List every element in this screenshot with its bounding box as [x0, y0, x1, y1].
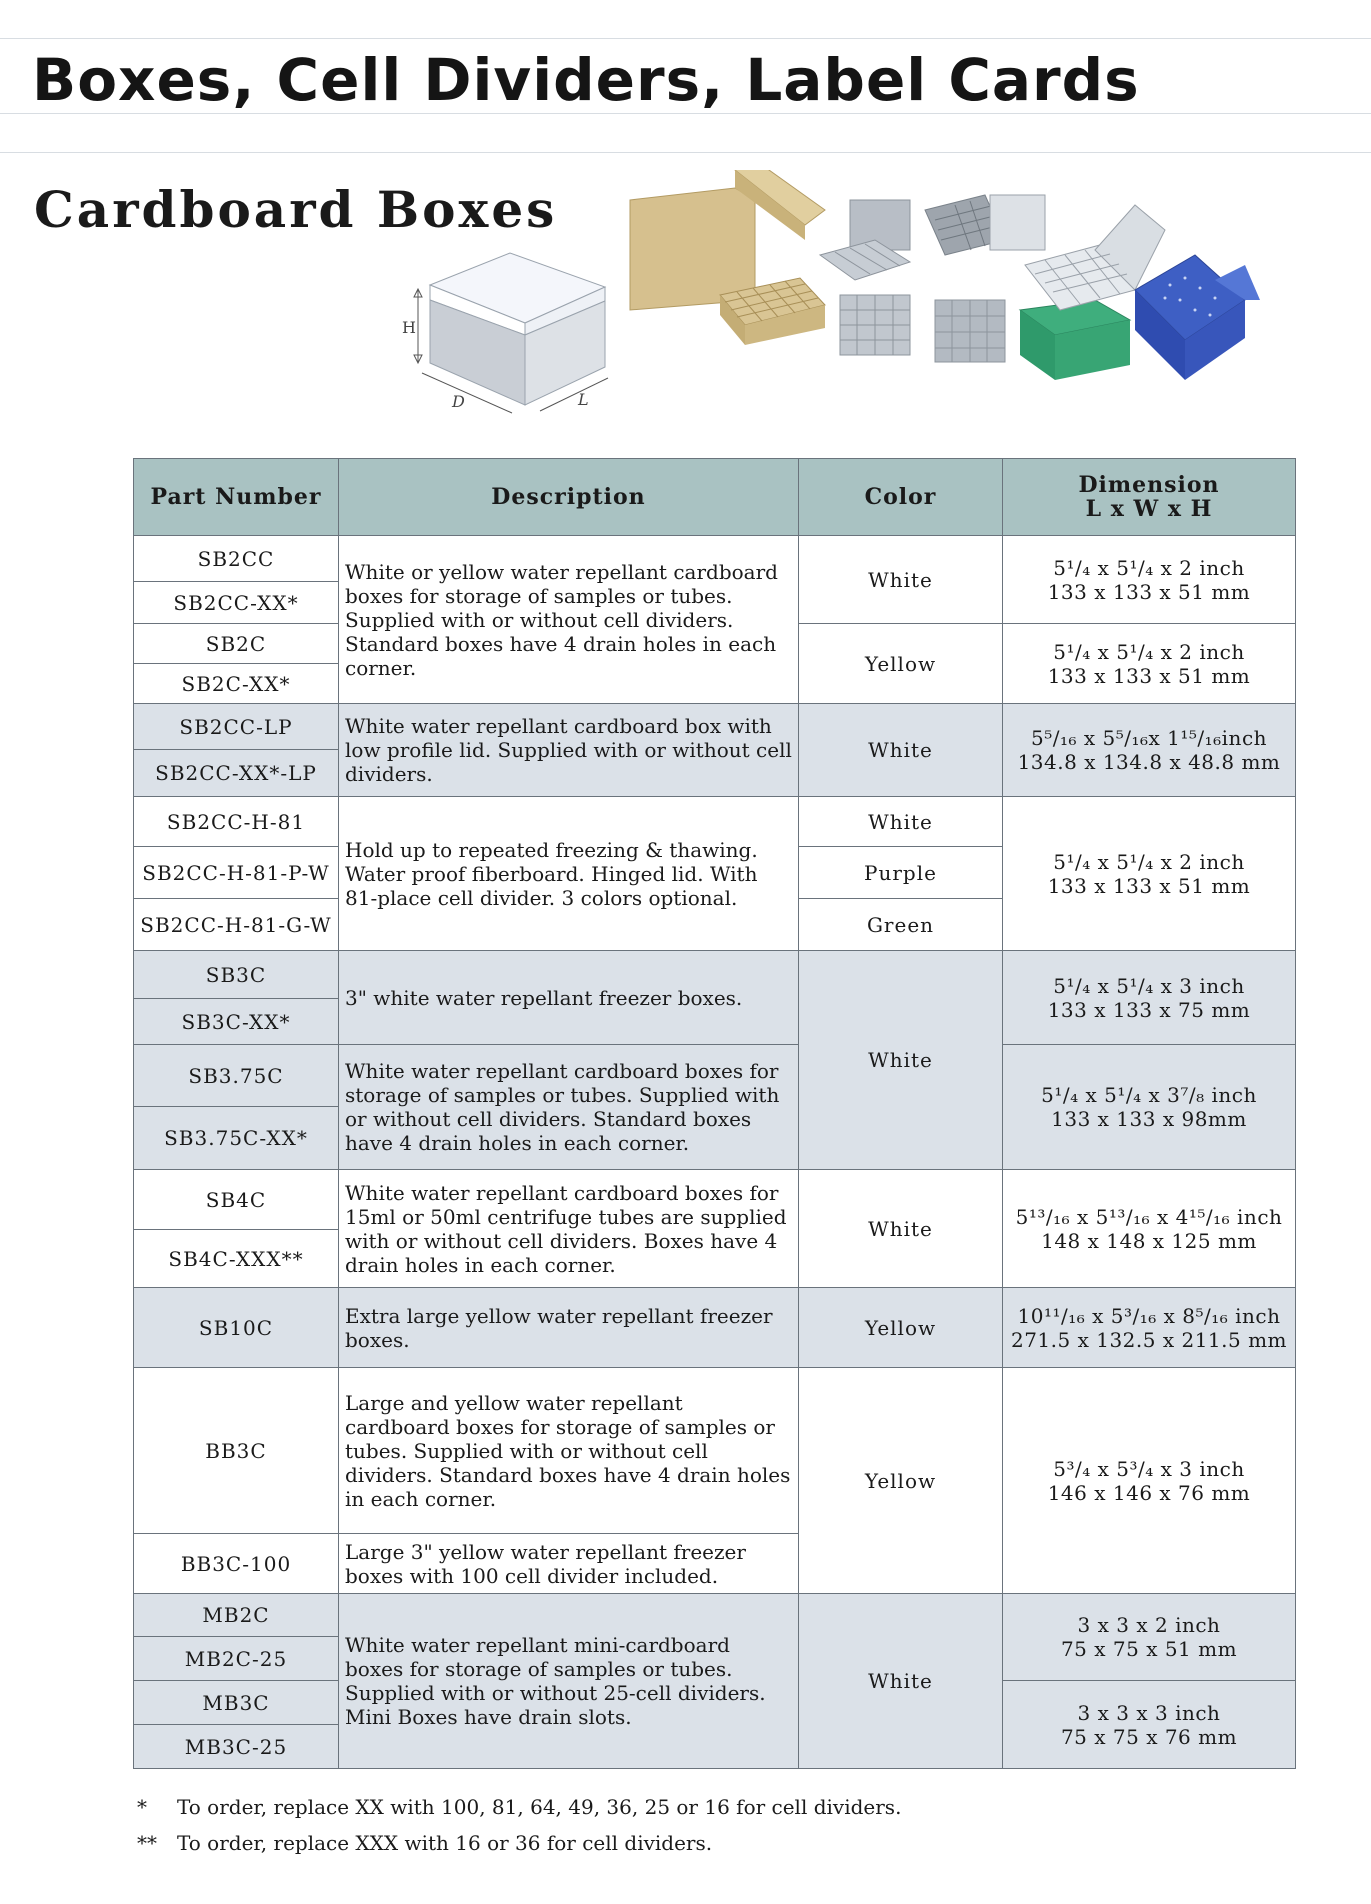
part-number: SB3C — [134, 951, 339, 999]
color: Yellow — [799, 1368, 1003, 1594]
dimension: 5³/₄ x 5³/₄ x 3 inch 146 x 146 x 76 mm — [1003, 1368, 1296, 1594]
depth-label: D — [452, 392, 465, 411]
header-description: Description — [339, 459, 799, 536]
product-photo — [625, 170, 1265, 400]
footnote — [137, 1795, 901, 1819]
length-label: L — [578, 390, 589, 409]
part-number: SB2CC-XX*-LP — [134, 750, 339, 797]
description: Large and yellow water repellant cardboard boxes for storage of samples or tubes. Supplied with or without cell dividers. Standard boxes have 4 drain holes in each corner. — [339, 1368, 799, 1534]
color: White — [799, 704, 1003, 797]
description: White or yellow water repellant cardboard boxes for storage of samples or tubes. Supplied with or without cell dividers. Standard boxes have 4 drain holes in each corner. — [339, 536, 799, 704]
part-number: SB2CC-XX* — [134, 582, 339, 624]
table-row — [134, 797, 1296, 847]
part-number: SB2CC-H-81-P-W — [134, 847, 339, 899]
description: White water repellant cardboard box with low profile lid. Supplied with or without cell dividers. — [339, 704, 799, 797]
dimension: 5¹/₄ x 5¹/₄ x 3 inch 133 x 133 x 75 mm — [1003, 951, 1296, 1045]
part-number: BB3C-100 — [134, 1534, 339, 1594]
divider-line — [0, 38, 1371, 39]
part-number: SB2CC-H-81-G-W — [134, 899, 339, 951]
part-number: MB3C-25 — [134, 1725, 339, 1769]
table-row — [134, 1368, 1296, 1534]
color: Green — [799, 899, 1003, 951]
footnote-text: To order, replace XX with 100, 81, 64, 49, 36, 25 or 16 for cell dividers. — [177, 1795, 902, 1819]
description: 3" white water repellant freezer boxes. — [339, 951, 799, 1045]
color: White — [799, 1594, 1003, 1769]
page-title: Boxes, Cell Dividers, Label Cards — [32, 46, 1140, 114]
color: White — [799, 1170, 1003, 1288]
header-dimension: Dimension L x W x H — [1003, 459, 1296, 536]
table-row — [134, 1594, 1296, 1637]
dimension: 5⁵/₁₆ x 5⁵/₁₆x 1¹⁵/₁₆inch 134.8 x 134.8 x 48.8 mm — [1003, 704, 1296, 797]
dimension: 3 x 3 x 3 inch 75 x 75 x 76 mm — [1003, 1681, 1296, 1769]
part-number: SB2C — [134, 624, 339, 664]
divider-line — [0, 152, 1371, 153]
table-header-row — [134, 459, 1296, 536]
part-number: MB2C-25 — [134, 1637, 339, 1681]
color: White — [799, 951, 1003, 1170]
part-number: SB10C — [134, 1288, 339, 1368]
height-label: H — [402, 318, 416, 337]
table-row — [134, 536, 1296, 582]
footnote — [137, 1831, 712, 1855]
description: Large 3" yellow water repellant freezer boxes with 100 cell divider included. — [339, 1534, 799, 1594]
description: White water repellant cardboard boxes for storage of samples or tubes. Supplied with or without cell dividers. Standard boxes have 4 drain holes in each corner. — [339, 1045, 799, 1170]
color: White — [799, 797, 1003, 847]
dimension: 5¹/₄ x 5¹/₄ x 2 inch 133 x 133 x 51 mm — [1003, 797, 1296, 951]
dimension: 10¹¹/₁₆ x 5³/₁₆ x 8⁵/₁₆ inch 271.5 x 132.5 x 211.5 mm — [1003, 1288, 1296, 1368]
table-row — [134, 704, 1296, 750]
part-number: MB3C — [134, 1681, 339, 1725]
part-number: SB4C — [134, 1170, 339, 1230]
color: White — [799, 536, 1003, 624]
table-row — [134, 951, 1296, 999]
dimension: 5¹/₄ x 5¹/₄ x 2 inch 133 x 133 x 51 mm — [1003, 536, 1296, 624]
footnote-mark: * — [137, 1795, 147, 1819]
description: Extra large yellow water repellant freezer boxes. — [339, 1288, 799, 1368]
part-number: SB3C-XX* — [134, 999, 339, 1045]
part-number: MB2C — [134, 1594, 339, 1637]
product-spec-table — [133, 458, 1296, 1769]
header-color: Color — [799, 459, 1003, 536]
dimension: 3 x 3 x 2 inch 75 x 75 x 51 mm — [1003, 1594, 1296, 1681]
part-number: SB2CC-H-81 — [134, 797, 339, 847]
color: Yellow — [799, 624, 1003, 704]
color: Yellow — [799, 1288, 1003, 1368]
part-number: SB4C-XXX** — [134, 1230, 339, 1288]
footnote-mark: ** — [137, 1831, 157, 1855]
part-number: SB3.75C-XX* — [134, 1107, 339, 1170]
description: Hold up to repeated freezing & thawing. Water proof fiberboard. Hinged lid. With 81-place cell divider. 3 colors optional. — [339, 797, 799, 951]
box-dimension-diagram — [400, 245, 625, 425]
footnote-text: To order, replace XXX with 16 or 36 for cell dividers. — [177, 1831, 713, 1855]
description: White water repellant mini-cardboard boxes for storage of samples or tubes. Supplied with or without 25-cell dividers. Mini Boxes have drain slots. — [339, 1594, 799, 1769]
dimension: 5¹/₄ x 5¹/₄ x 2 inch 133 x 133 x 51 mm — [1003, 624, 1296, 704]
part-number: SB2CC — [134, 536, 339, 582]
part-number: BB3C — [134, 1368, 339, 1534]
table-row — [134, 1288, 1296, 1368]
part-number: SB2CC-LP — [134, 704, 339, 750]
table-row — [134, 1045, 1296, 1107]
part-number: SB2C-XX* — [134, 664, 339, 704]
section-title: Cardboard Boxes — [34, 180, 558, 239]
description: White water repellant cardboard boxes for 15ml or 50ml centrifuge tubes are supplied with or without cell dividers. Boxes have 4 drain holes in each corner. — [339, 1170, 799, 1288]
part-number: SB3.75C — [134, 1045, 339, 1107]
header-part-number: Part Number — [134, 459, 339, 536]
table-row — [134, 1170, 1296, 1230]
dimension: 5¹/₄ x 5¹/₄ x 3⁷/₈ inch 133 x 133 x 98mm — [1003, 1045, 1296, 1170]
dimension: 5¹³/₁₆ x 5¹³/₁₆ x 4¹⁵/₁₆ inch 148 x 148 x 125 mm — [1003, 1170, 1296, 1288]
color: Purple — [799, 847, 1003, 899]
